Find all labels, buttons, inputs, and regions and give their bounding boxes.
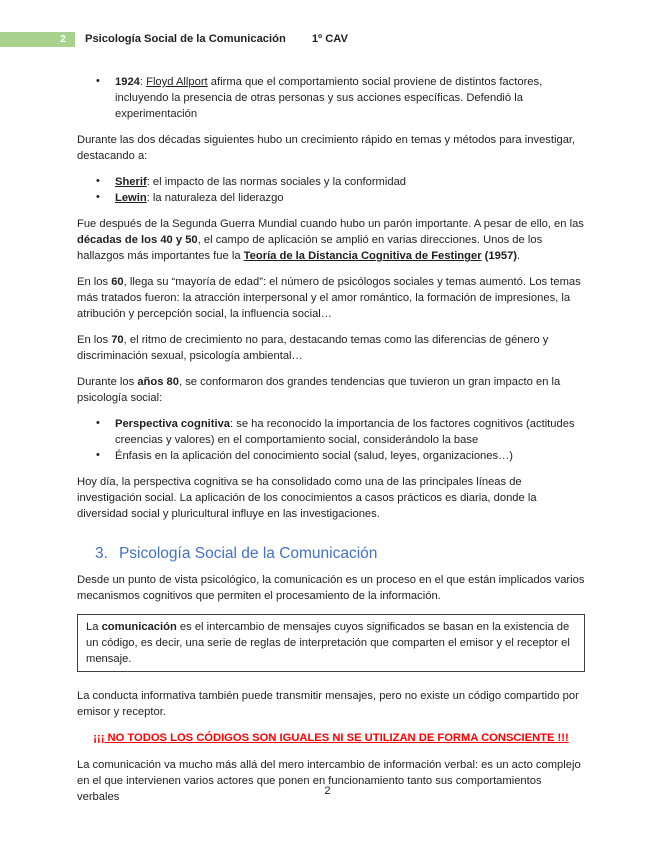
paragraph-anos-80	[77, 374, 585, 406]
run: .	[517, 250, 521, 263]
run: : la naturaleza del liderazgo	[146, 192, 284, 205]
header-page-number-badge: 2	[0, 32, 75, 47]
paragraph-intercambio-verbal: La comunicación va mucho más allá del mero intercambio de información verbal: es un acto complejo en el que intervienen varios actores que ponen en funcionamiento tanto sus comportamientos verbales	[77, 758, 581, 803]
paragraph-hoy-dia: Hoy día, la perspectiva cognitiva se ha consolidado como una de las principales líneas de investigación social. La aplicación de los conocimientos a casos prácticos es diaria, donde la diversidad social y pluricultural influye en las investigaciones.	[77, 476, 537, 521]
bullet-item-sherif	[77, 174, 585, 190]
header-document-title: Psicología Social de la Comunicación	[85, 33, 286, 45]
bullet-item-lewin	[77, 190, 585, 206]
bullet-list-1924	[77, 74, 585, 122]
run: : el impacto de las normas sociales y la conformidad	[146, 176, 407, 189]
footer-page-number: 2	[324, 785, 331, 797]
heading-number: 3.	[95, 545, 108, 563]
definition-box-comunicacion	[77, 614, 585, 672]
paragraph-anos-70	[77, 332, 585, 364]
run: En los	[77, 334, 112, 347]
bullet-item-enfasis	[77, 448, 585, 464]
run: es el intercambio de mensajes cuyos significados se basan en la existencia de un código, es decir, una serie de reglas de interpretación que comparten el emisor y el receptor el mensaje.	[86, 620, 570, 665]
heading-text: Psicología Social de la Comunicación	[118, 545, 378, 563]
run: , se conformaron dos grandes tendencias que tuvieron un gran impacto en la psicología social:	[77, 376, 561, 405]
bullet-item-perspectiva-cognitiva	[77, 416, 585, 448]
bullet-list-tendencias	[77, 416, 585, 464]
bullet-item-1924	[77, 74, 585, 122]
run: , llega su “mayoría de edad”: el número de psicólogos sociales y temas aumentó. Los temas más tratados fueron: la atracción interpersonal y el amor romántico, la formación de impresiones, la atribución y percepción social, la influencia social…	[77, 276, 581, 321]
run-comunicacion: comunicación	[101, 620, 177, 633]
run: : se ha reconocido la importancia de los factores cognitivos (actitudes creencias y valores) en el comportamiento social, considerándolo la base	[115, 418, 575, 447]
run: Durante los	[77, 376, 138, 389]
document-body	[77, 74, 585, 815]
paragraph-segunda-guerra	[77, 216, 585, 264]
run-70: 70	[111, 334, 124, 347]
paragraph-desde-punto-vista: Desde un punto de vista psicológico, la comunicación es un proceso en el que están implicados varios mecanismos cognitivos que permiten el procesamiento de la información.	[77, 573, 585, 602]
paragraph-conducta-informativa: La conducta informativa también puede transmitir mensajes, pero no existe un código compartido por emisor y receptor.	[77, 689, 579, 718]
page-header	[0, 31, 655, 47]
bullet-list-autores	[77, 174, 585, 206]
author-lewin: Lewin	[115, 192, 147, 205]
run: Énfasis en la aplicación del conocimiento social (salud, leyes, organizaciones…)	[115, 450, 513, 463]
run-60: 60	[111, 276, 124, 289]
author-sherif: Sherif	[115, 176, 147, 189]
paragraph-anos-60	[77, 274, 585, 322]
run: :	[139, 76, 147, 88]
year-1924: 1924	[115, 76, 140, 88]
run-decadas-40-50: décadas de los 40 y 50	[77, 234, 198, 247]
header-course-label: 1º CAV	[311, 33, 349, 45]
run: En los	[77, 276, 112, 289]
paragraph-dos-decadas: Durante las dos décadas siguientes hubo un crecimiento rápido en temas y métodos para investigar, destacando a:	[77, 134, 576, 163]
run: Fue después de la Segunda Guerra Mundial cuando hubo un parón importante. A pesar de ello, en las	[77, 218, 584, 231]
section-heading-3	[77, 544, 585, 563]
run: , el ritmo de crecimiento no para, destacando temas como las diferencias de género y discriminación sexual, psicología ambiental…	[77, 334, 549, 363]
run: La	[86, 620, 102, 633]
run-perspectiva-cognitiva: Perspectiva cognitiva	[115, 418, 231, 431]
run-anos-80: años 80	[137, 376, 179, 389]
run-teoria-festinger: Teoría de la Distancia Cognitiva de Festinger	[243, 250, 482, 263]
run-1957: (1957)	[484, 250, 518, 263]
run: , el campo de aplicación se amplió en varias direcciones. Unos de los hallazgos más importantes fue la	[77, 234, 543, 263]
author-floyd-allport: Floyd Allport	[146, 76, 208, 88]
run: afirma que el comportamiento social proviene de distintos factores, incluyendo la presencia de otras personas y sus acciones específicas. Defendió la experimentación	[115, 76, 543, 121]
alert-codigos: ¡¡¡ NO TODOS LOS CÓDIGOS SON IGUALES NI SE UTILIZAN DE FORMA CONSCIENTE !!!	[93, 731, 569, 744]
